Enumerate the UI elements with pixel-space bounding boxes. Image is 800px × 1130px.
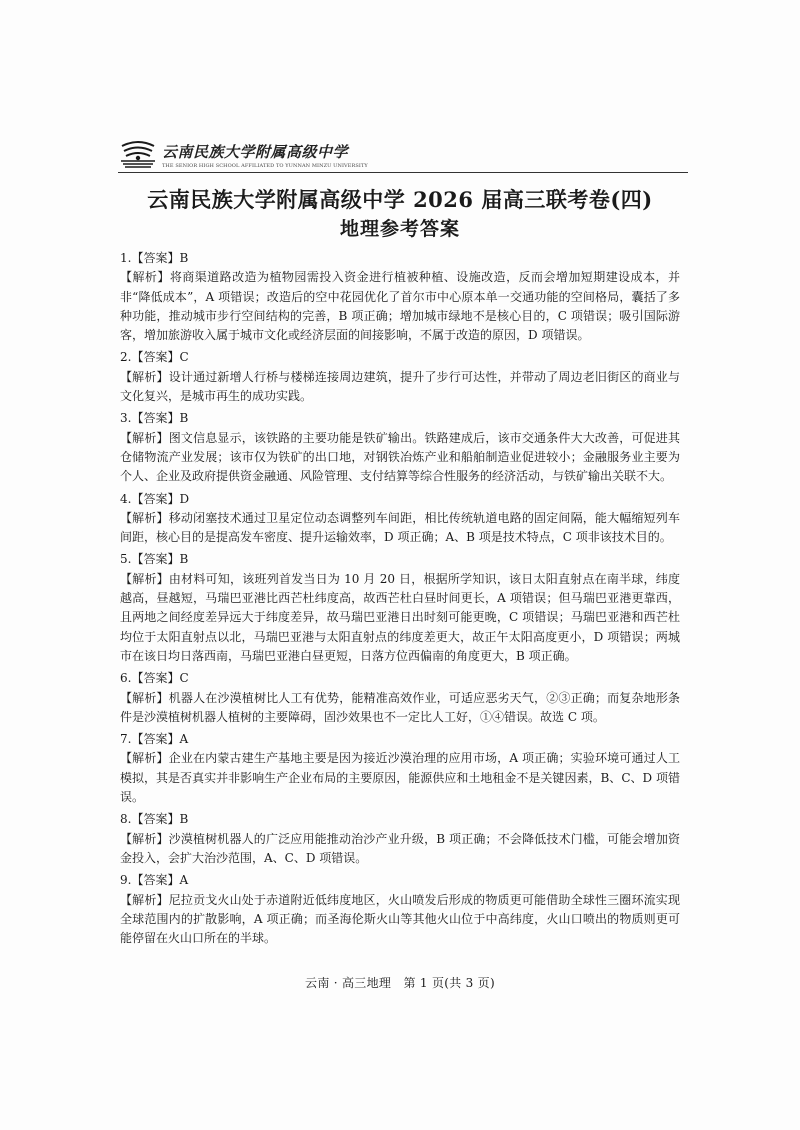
answer-line: 6.【答案】C	[120, 671, 189, 686]
answers-list	[120, 246, 680, 948]
answer-line: 2.【答案】C	[120, 350, 189, 365]
analysis-paragraph: 【解析】将商渠道路改造为植物园需投入资金进行植被种植、设施改造，反而会增加短期建设成本，并非“降低成本”，A 项错误；改造后的空中花园优化了首尔市中心原本单一交通功能的空间格局，囊括了多种功能，推动城市步行空间结构的完善，B 项正确；增加城市绿地不是核心目的，C 项错误；吸引国际游客，增加旅游收入属于城市文化或经济层面的间接影响，不属于改造的原因，D 项错误。	[120, 270, 680, 343]
answer-line: 5.【答案】B	[120, 552, 189, 567]
school-emblem-icon	[118, 140, 158, 170]
analysis-paragraph: 【解析】图文信息显示，该铁路的主要功能是铁矿输出。铁路建成后，该市交通条件大大改善，可促进其仓储物流产业发展；该市仅为铁矿的出口地，对钢铁冶炼产业和船舶制造业促进较小；金融服务业主要为个人、企业及政府提供资金融通、风险管理、支付结算等综合性服务的经济活动，与铁矿输出关联不大。	[120, 430, 680, 484]
exam-title: 云南民族大学附属高级中学 2026 届高三联考卷(四)	[147, 187, 653, 212]
exam-subtitle: 地理参考答案	[339, 218, 460, 240]
logo-school-english-name: THE SENIOR HIGH SCHOOL AFFILIATED TO YUNNAN MINZU UNIVERSITY	[162, 163, 368, 169]
answer-line: 4.【答案】D	[120, 491, 190, 506]
analysis-paragraph: 【解析】由材料可知，该班列首发当日为 10 月 20 日，根据所学知识，该日太阳直射点在南半球，纬度越高，昼越短，马瑞巴亚港比西芒杜纬度高，故西芒杜白昼时间更长，A 项错误；但马瑞巴亚港更靠西，且两地之间经度差异远大于纬度差异，故马瑞巴亚港日出时刻可能更晚，C 项错误；马瑞巴亚港和西芒杜均位于太阳直射点以北，马瑞巴亚港与太阳直射点的纬度差更大，故正午太阳高度更小，D 项错误；两城市在该日均日落西南，马瑞巴亚港白昼更短，日落方位西偏南的角度更大，B 项正确。	[120, 571, 680, 663]
analysis-paragraph: 【解析】沙漠植树机器人的广泛应用能推动治沙产业升级，B 项正确；不会降低技术门槛，可能会增加资金投入，会扩大治沙范围，A、C、D 项错误。	[120, 831, 680, 865]
answer-line: 8.【答案】B	[120, 812, 189, 827]
logo-school-name: 云南民族大学附属高级中学	[162, 143, 349, 161]
analysis-paragraph: 【解析】设计通过新增人行桥与楼梯连接周边建筑，提升了步行可达性，并带动了周边老旧街区的商业与文化复兴，是城市再生的成功实践。	[120, 369, 680, 404]
analysis-paragraph: 【解析】企业在内蒙古建生产基地主要是因为接近沙漠治理的应用市场，A 项正确；实验环境可通过人工模拟，其是否真实并非影响生产企业布局的主要原因，能源供应和土地租金不是关键因素，B、C、D 项错误。	[120, 751, 680, 805]
answer-line: 7.【答案】A	[120, 732, 189, 747]
analysis-paragraph: 【解析】机器人在沙漠植树比人工有优势，能精准高效作业，可适应恶劣天气，②③正确；而复杂地形条件是沙漠植树机器人植树的主要障碍，固沙效果也不一定比人工好，①④错误。故选 C 项。	[120, 690, 680, 724]
page-footer: 云南 · 高三地理 第 1 页(共 3 页)	[305, 976, 495, 990]
answer-line: 1.【答案】B	[120, 251, 189, 265]
header-divider	[118, 172, 688, 173]
school-logo	[118, 138, 418, 172]
answer-line: 9.【答案】A	[120, 873, 189, 888]
analysis-paragraph: 【解析】移动闭塞技术通过卫星定位动态调整列车间距，相比传统轨道电路的固定间隔，能大幅缩短列车间距，核心目的是提高发车密度、提升运输效率，D 项正确；A、B 项是技术特点，C 项非该技术目的。	[120, 510, 680, 545]
analysis-paragraph: 【解析】尼拉贡戈火山处于赤道附近低纬度地区，火山喷发后形成的物质更可能借助全球性三圈环流实现全球范围内的扩散影响，A 项正确；而圣海伦斯火山等其他火山位于中高纬度，火山口喷出的物质则更可能停留在火山口所在的半球。	[120, 892, 680, 946]
answer-line: 3.【答案】B	[120, 411, 189, 426]
